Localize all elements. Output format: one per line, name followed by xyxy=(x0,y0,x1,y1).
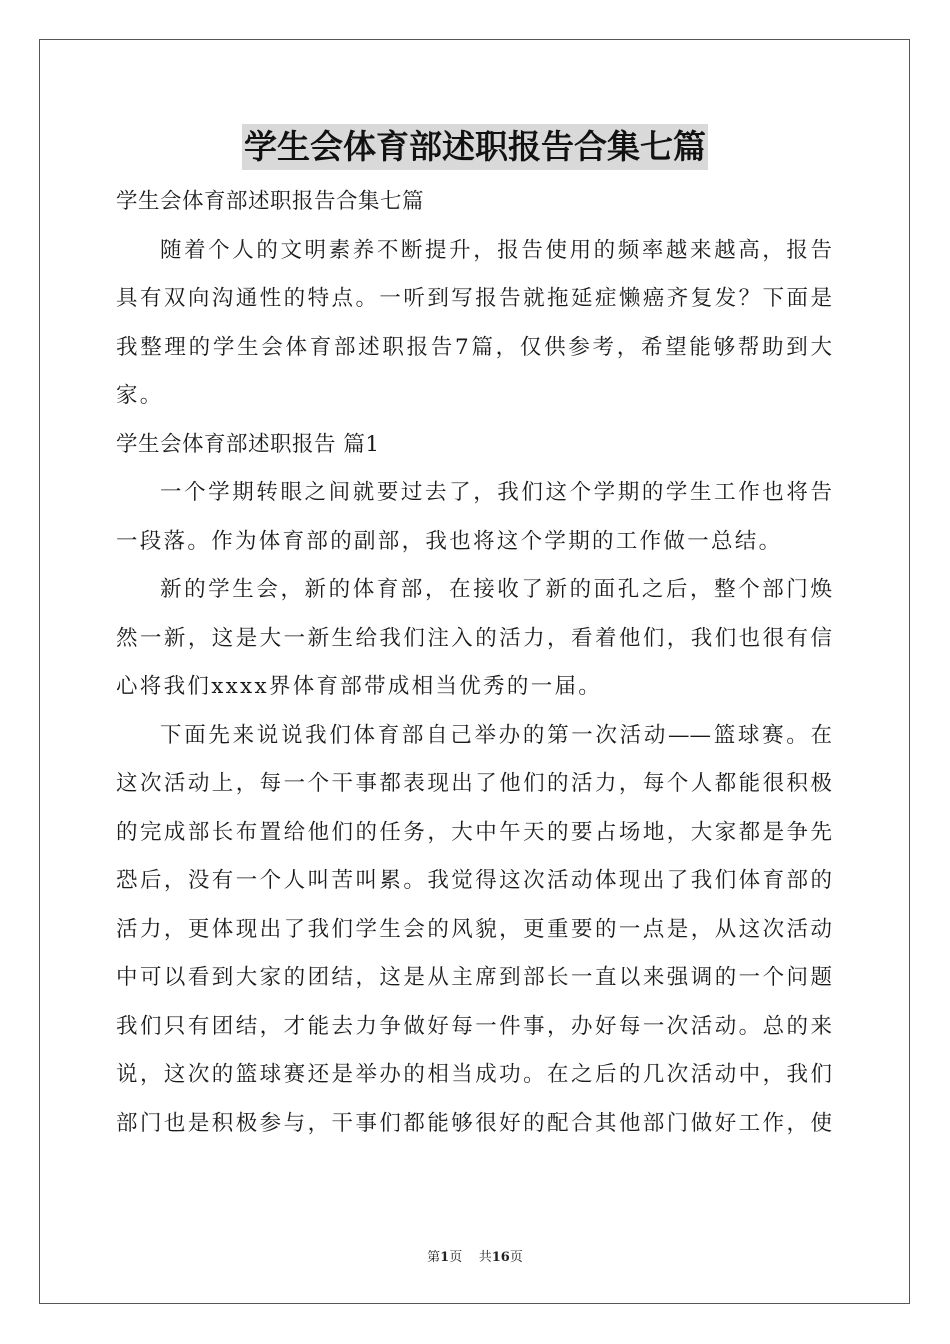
current-page-number: 1 xyxy=(440,1250,450,1265)
paragraph-line: 活力，更体现出了我们学生会的风貌，更重要的一点是，从这次活动 xyxy=(116,916,832,942)
document-body xyxy=(116,178,832,1148)
total-page-number: 16 xyxy=(491,1250,510,1265)
paragraph-line: 部门也是积极参与，干事们都能够很好的配合其他部门做好工作，使 xyxy=(116,1110,832,1136)
paragraph-line: 然一新，这是大一新生给我们注入的活力，看着他们，我们也很有信 xyxy=(116,625,832,651)
page-label-suffix: 页 xyxy=(509,1250,523,1265)
paragraph-line: 下面先来说说我们体育部自己举办的第一次活动——篮球赛。在 xyxy=(160,722,832,748)
paragraph-line: 具有双向沟通性的特点。一听到写报告就拖延症懒癌齐复发？下面是 xyxy=(116,286,832,311)
subtitle-line: 学生会体育部述职报告合集七篇 xyxy=(116,189,425,214)
paragraph-line: 说，这次的篮球赛还是举办的相当成功。在之后的几次活动中，我们 xyxy=(116,1062,832,1087)
paragraph-line: 我们只有团结，才能去力争做好每一件事，办好每一次活动。总的来 xyxy=(116,1013,832,1039)
paragraph-line: 一段落。作为体育部的副部，我也将这个学期的工作做一总结。 xyxy=(116,528,783,554)
paragraph-line: 随着个人的文明素养不断提升，报告使用的频率越来越高，报告 xyxy=(160,237,832,263)
paragraph-line: 中可以看到大家的团结，这是从主席到部长一直以来强调的一个问题 xyxy=(116,965,832,990)
paragraph-line: 的完成部长布置给他们的任务，大中午天的要占场地，大家都是争先 xyxy=(116,819,832,845)
document-title-text: 学生会体育部述职报告合集七篇 xyxy=(242,124,708,170)
paragraph-line: 恐后，没有一个人叫苦叫累。我觉得这次活动体现出了我们体育部的 xyxy=(116,868,832,893)
paragraph-line: 心将我们xxxx界体育部带成相当优秀的一届。 xyxy=(116,674,603,699)
paragraph-line: 这次活动上，每一个干事都表现出了他们的活力，每个人都能很积极 xyxy=(116,771,832,796)
paragraph-line: 新的学生会，新的体育部，在接收了新的面孔之后，整个部门焕 xyxy=(160,577,832,602)
page-label-middle: 页 共 xyxy=(449,1250,492,1265)
paragraph-line: 我整理的学生会体育部述职报告7篇，仅供参考，希望能够帮助到大 xyxy=(116,334,832,360)
page-footer xyxy=(0,1246,950,1265)
section-heading: 学生会体育部述职报告 篇1 xyxy=(116,431,380,457)
paragraph-line: 一个学期转眼之间就要过去了，我们这个学期的学生工作也将告 xyxy=(160,480,832,505)
document-title xyxy=(0,124,950,170)
paragraph-line: 家。 xyxy=(116,383,164,408)
page-label-prefix: 第 xyxy=(427,1250,441,1265)
